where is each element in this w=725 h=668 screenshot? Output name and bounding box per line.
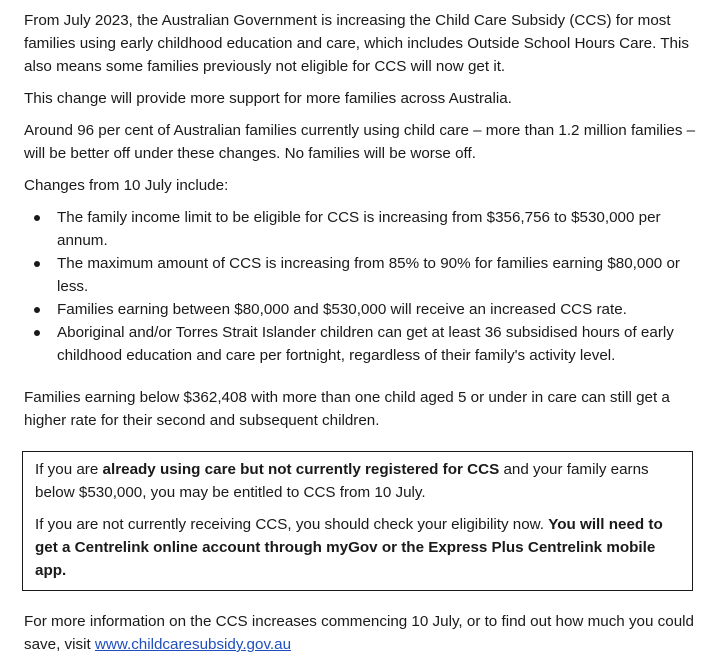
list-item	[24, 252, 714, 298]
list-item-text: The maximum amount of CCS is increasing from 85% to 90% for families earning $80,000 or less.	[57, 255, 680, 295]
more-info-paragraph	[24, 610, 714, 656]
more-info-text: For more information on the CCS increases commencing 10 July, or to find out how much you could save, visit	[24, 613, 694, 653]
childcare-subsidy-link[interactable]: www.childcaresubsidy.gov.au	[94, 636, 292, 653]
notice-bold-text: You will need to get a Centrelink online account through myGov or the Express Plus Centrelink mobile app.	[35, 516, 663, 579]
intro-paragraph: From July 2023, the Australian Government is increasing the Child Care Subsidy (CCS) for most families using early childhood education and care, which includes Outside School Hours Care. This also means some families previously not eligible for CCS will now get it.	[24, 12, 689, 75]
list-item-text: Aboriginal and/or Torres Strait Islander children can get at least 36 subsidised hours of early childhood education and care per fortnight, regardless of their family's activity level.	[57, 324, 674, 364]
document-body	[24, 9, 714, 656]
notice-text: and your family earns below $530,000, you may be entitled to CCS from 10 July.	[35, 461, 649, 501]
changes-list	[24, 206, 714, 367]
bullet-icon	[34, 330, 40, 336]
better-off-paragraph: Around 96 per cent of Australian families currently using child care – more than 1.2 million families – will be better off under these changes. No families will be worse off.	[24, 122, 696, 162]
list-item	[24, 298, 714, 321]
eligibility-notice-box	[22, 451, 693, 591]
notice-text: If you are not currently receiving CCS, you should check your eligibility now.	[35, 516, 549, 533]
bullet-icon	[34, 307, 40, 313]
notice-text: If you are	[35, 461, 103, 478]
list-item-text: The family income limit to be eligible for CCS is increasing from $356,756 to $530,000 per annum.	[57, 209, 661, 249]
bullet-icon	[34, 261, 40, 267]
multi-child-paragraph: Families earning below $362,408 with more than one child aged 5 or under in care can still get a higher rate for their second and subsequent children.	[24, 389, 670, 429]
notice-paragraph-registered	[35, 458, 680, 504]
bullet-icon	[34, 215, 40, 221]
support-paragraph: This change will provide more support for more families across Australia.	[24, 90, 512, 107]
notice-bold-text: already using care but not currently registered for CCS	[102, 461, 500, 478]
list-item	[24, 206, 714, 252]
changes-heading: Changes from 10 July include:	[24, 177, 229, 194]
list-item	[24, 321, 714, 367]
list-item-text: Families earning between $80,000 and $530,000 will receive an increased CCS rate.	[57, 301, 627, 318]
notice-paragraph-eligibility	[35, 513, 680, 582]
